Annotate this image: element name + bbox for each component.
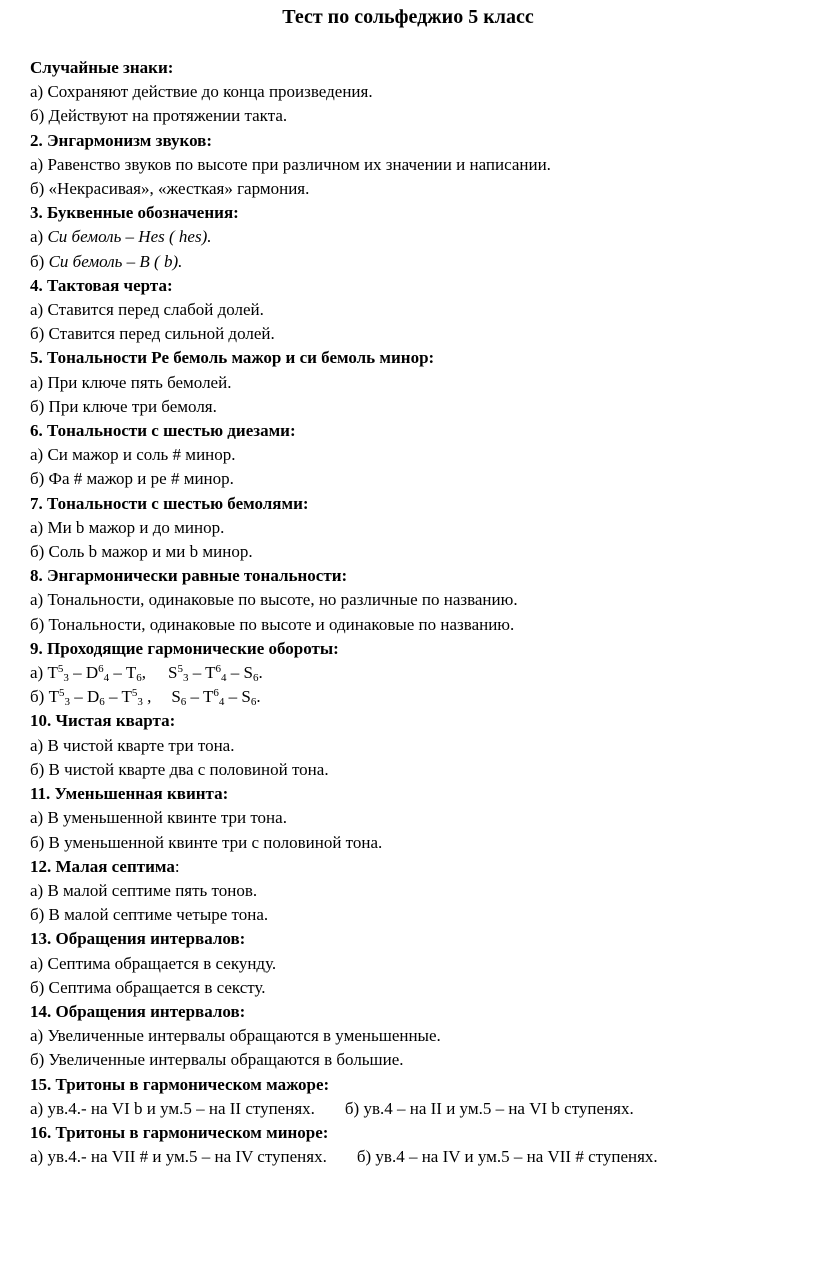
chord-sup: 6 [215,663,222,676]
question-14-heading: 14. Обращения интервалов: [30,1001,246,1021]
chord-sub: 3 [137,696,143,709]
chord-dash: – [69,687,87,707]
question-7-option-a: а) Ми b мажор и до минор. [30,517,225,537]
option-prefix: а) [30,663,48,683]
question-11-option-a: а) В уменьшенной квинте три тона. [30,808,287,828]
chord-sub: 3 [182,672,189,685]
question-13-heading: 13. Обращения интервалов: [30,929,246,949]
chord-symbol: T [125,663,137,683]
question-1-option-a: а) Сохраняют действие до конца произведения. [30,82,373,102]
question-15-option-b: б) ув.4 – на II и ум.5 – на VI b ступенях. [344,1098,634,1118]
question-9-heading: 9. Проходящие гармонические обороты: [30,638,339,658]
chord-sub: 3 [63,672,69,685]
question-5-option-a: а) При ключе пять бемолей. [30,372,232,392]
question-16-heading: 16. Тритоны в гармоническом миноре: [30,1122,329,1142]
question-15-options [30,1097,814,1121]
question-14-option-b: б) Увеличенные интервалы обращаются в большие. [30,1050,404,1070]
chord-sub: 4 [218,696,225,709]
chord-dash: – [224,687,242,707]
question-8-heading: 8. Энгармонически равные тональности: [30,566,348,586]
chord-sub: 6 [180,696,187,709]
chord-sub: 6 [99,696,105,709]
question-6-option-a: а) Си мажор и соль # минор. [30,445,236,465]
option-italic-text: Си бемоль – Hes ( hes). [47,227,212,247]
chord-sup: 5 [131,687,138,700]
question-15-option-a: а) ув.4.- на VI b и ум.5 – на II ступенях. [30,1098,315,1118]
chord-sup: 5 [57,663,64,676]
question-11-option-b: б) В уменьшенной квинте три с половиной тона. [30,832,383,852]
chord-symbol: T [48,687,59,707]
chord-sub: 6 [250,696,257,709]
chord-symbol: D [85,663,99,683]
heading-colon: : [174,856,180,876]
question-16-options [30,1145,814,1169]
chord-symbol: T [203,687,214,707]
chord-symbol: S [171,687,181,707]
chord-dash: – [186,687,203,707]
chord-symbol: S [167,663,178,683]
chord-period: . [256,687,261,707]
question-2-option-b: б) «Некрасивая», «жесткая» гармония. [30,179,310,199]
chord-dash: – [188,663,206,683]
question-8-option-a: а) Тональности, одинаковые по высоте, но различные по названию. [30,590,518,610]
question-1-option-b: б) Действуют на протяжении такта. [30,106,288,126]
question-14-option-a: а) Увеличенные интервалы обращаются в уменьшенные. [30,1026,441,1046]
chord-dash: – [68,663,86,683]
page-title: Тест по сольфеджио 5 класс [282,6,534,28]
question-10-heading: 10. Чистая кварта: [30,711,176,731]
question-12-option-b: б) В малой септиме четыре тона. [30,905,269,925]
question-15-heading: 15. Тритоны в гармоническом мажоре: [30,1074,330,1094]
chord-dash: – [226,663,244,683]
chord-sub: 4 [103,672,110,685]
chord-sub: 4 [221,672,227,685]
question-9-option-a [30,661,814,685]
chord-symbol: S [241,687,251,707]
question-4-option-a: а) Ставится перед слабой долей. [30,300,264,320]
chord-comma: , [142,687,152,707]
chord-dash: – [104,687,122,707]
question-13-option-a: а) Септима обращается в секунду. [30,953,277,973]
question-5-option-b: б) При ключе три бемоля. [30,396,217,416]
question-12-heading-line [30,855,814,879]
question-3-heading: 3. Буквенные обозначения: [30,203,239,223]
question-4-option-b: б) Ставится перед сильной долей. [30,324,275,344]
chord-symbol: T [47,663,58,683]
chord-symbol: D [86,687,100,707]
question-3-option-b [30,250,814,274]
question-2-option-a: а) Равенство звуков по высоте при различном их значении и написании. [30,154,551,174]
question-4-heading: 4. Тактовая черта: [30,275,173,295]
question-7-heading: 7. Тональности с шестью бемолями: [30,493,309,513]
question-10-option-a: а) В чистой кварте три тона. [30,735,235,755]
chord-symbol: T [121,687,132,707]
question-16-option-b: б) ув.4 – на IV и ум.5 – на VII # ступенях. [356,1147,658,1167]
option-prefix: б) [30,251,49,271]
chord-dash: – [109,663,126,683]
question-7-option-b: б) Соль b мажор и ми b минор. [30,542,253,562]
chord-sub: 6 [136,672,142,685]
question-6-heading: 6. Тональности с шестью диезами: [30,421,296,441]
question-12-heading: 12. Малая септима [30,856,175,876]
option-italic-text: Си бемоль – B ( b). [48,251,183,271]
chord-sup: 5 [177,663,183,676]
question-5-heading: 5. Тональности Ре бемоль мажор и си бемоль минор: [30,348,435,368]
question-12-option-a: а) В малой септиме пять тонов. [30,880,258,900]
chord-symbol: S [243,663,254,683]
question-16-option-a: а) ув.4.- на VII # и ум.5 – на IV ступенях. [30,1147,327,1167]
chord-comma: , [141,663,146,683]
chord-period: . [258,663,263,683]
chord-sub: 3 [64,696,70,709]
question-1-heading: Случайные знаки: [30,58,174,77]
question-10-option-b: б) В чистой кварте два с половиной тона. [30,759,329,779]
question-8-option-b: б) Тональности, одинаковые по высоте и одинаковые по названию. [30,614,515,634]
question-3-option-a [30,225,814,249]
chord-sup: 6 [98,663,104,676]
question-13-option-b: б) Септима обращается в сексту. [30,977,266,997]
option-prefix: а) [30,227,48,247]
question-list [30,56,814,1169]
chord-sup: 6 [213,687,219,700]
question-6-option-b: б) Фа # мажор и ре # минор. [30,469,234,489]
chord-sub: 6 [253,672,259,685]
chord-symbol: T [205,663,216,683]
chord-sup: 5 [58,687,65,700]
question-9-option-b [30,685,814,709]
question-11-heading: 11. Уменьшенная квинта: [30,784,229,804]
option-prefix: б) [30,687,49,707]
question-2-heading: 2. Энгармонизм звуков: [30,130,213,150]
